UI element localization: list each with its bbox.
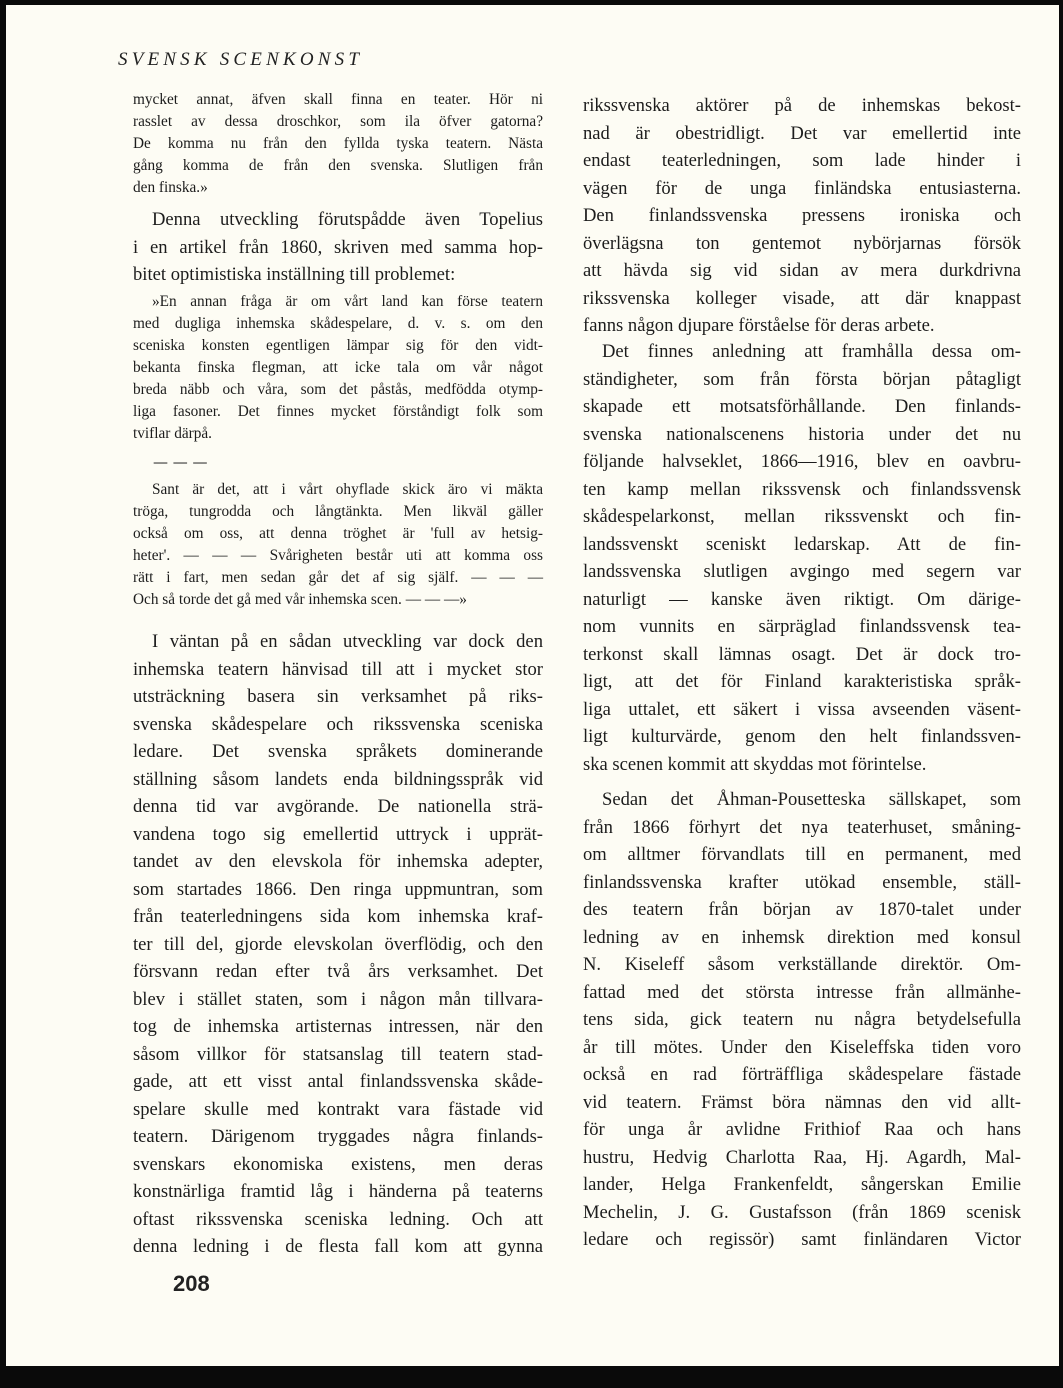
text-line: gång komma de från den svenska. Slutligen från xyxy=(133,157,543,174)
paragraph-continued xyxy=(583,92,1021,340)
text-line: i en artikel från 1860, skriven med samma hop- xyxy=(133,236,543,258)
quote-end-block xyxy=(133,89,543,199)
text-line: naturligt — kanske även riktigt. Om därige- xyxy=(583,588,1021,610)
paragraph-anledning xyxy=(583,338,1021,778)
text-line: fanns någon djupare förståelse för deras arbete. xyxy=(583,315,935,336)
book-page xyxy=(6,5,1059,1366)
text-line: försvann redan efter två års verksamhet. Det xyxy=(133,961,543,982)
text-line: ledare och regissör) samt finländaren Victor xyxy=(583,1229,1021,1250)
text-line: rikssvenska kolleger visade, att där knappast xyxy=(583,287,1021,309)
text-line: svenskars ekonomiska existens, men deras xyxy=(133,1153,543,1175)
text-line: överlägsna ton gentemot nybörjarnas försök xyxy=(583,232,1021,254)
text-line: vägen för de unga finländska entusiasterna. xyxy=(583,177,1021,199)
text-line: ska scenen kommit att skyddas mot förintelse. xyxy=(583,753,927,775)
text-line: terkonst skall lämnas osagt. Det är dock tro- xyxy=(583,643,1021,665)
text-line: lander, Helga Frankenfeldt, sångerskan Emilie xyxy=(583,1174,1021,1195)
text-line: ter till del, gjorde elevskolan överflödig, och den xyxy=(133,933,543,955)
text-line: om alltmer förvandlats till en permanent, med xyxy=(583,844,1021,865)
text-line: ställning såsom landets enda bildningsspråk vid xyxy=(133,768,543,790)
text-line: såsom villkor för statsanslag till teatern stad- xyxy=(133,1043,543,1065)
text-line: I väntan på en sådan utveckling var dock den xyxy=(152,631,543,652)
text-line: rikssvenska aktörer på de inhemskas bekost- xyxy=(583,95,1021,116)
text-line: tens sida, gick teatern nu några betydelsefulla xyxy=(583,1009,1021,1030)
text-line: tandet av den elevskola för inhemska adepter, xyxy=(133,851,543,872)
text-line: hustru, Hedvig Charlotta Raa, Hj. Agardh, Mal- xyxy=(583,1146,1021,1168)
text-line: följande halvseklet, 1866—1916, blev en oavbru- xyxy=(583,451,1021,472)
text-line: också om oss, att denna tröghet är 'full av hetsig- xyxy=(133,525,543,542)
text-line: blev i stället staten, som i någon mån tillvara- xyxy=(133,988,543,1010)
text-line: gade, att ett visst antal finlandssvenska skåde- xyxy=(133,1071,543,1092)
text-line: ledning av en inhemsk direktion med konsul xyxy=(583,926,1021,948)
text-line: landssvenskt sceniskt ledarskap. Att de fin- xyxy=(583,533,1021,555)
text-line: »En annan fråga är om vårt land kan förse teatern xyxy=(152,293,543,310)
text-line: som startades 1866. Den ringa uppmuntran, som xyxy=(133,878,543,900)
text-line: Sant är det, att i vårt ohyflade skick äro vi mäkta xyxy=(152,481,543,498)
text-line: nom vunnits en särpräglad finlandssvensk tea- xyxy=(583,616,1021,637)
text-line: ten kamp mellan rikssvensk och finlandssvensk xyxy=(583,478,1021,500)
text-line: med dugliga inhemska skådespelare, d. v. s. om den xyxy=(133,315,543,332)
text-line: ständigheter, som från första början påtagligt xyxy=(583,368,1021,390)
text-line: oftast rikssvenska sceniska ledning. Och att xyxy=(133,1208,543,1230)
text-line: nad är obestridligt. Det var emellertid inte xyxy=(583,122,1021,144)
text-line: finlandssvenska krafter utökad ensemble, ställ- xyxy=(583,871,1021,893)
text-line: ligt, att det för Finland karakteristiska språk- xyxy=(583,671,1021,692)
text-line: sceniska konsten egentligen lämpar sig för den vidt- xyxy=(133,337,543,354)
text-line: från teaterledningens sida kom inhemska kraf- xyxy=(133,906,543,927)
text-line: utsträckning basera sin verksamhet på riks- xyxy=(133,686,543,707)
text-line: liga uttalet, ett säkert i vissa avseenden väsent- xyxy=(583,698,1021,720)
text-line: bitet optimistiska inställning till problemet: xyxy=(133,264,456,285)
ellipsis-dashes: — — — xyxy=(153,453,208,471)
page-number: 208 xyxy=(173,1271,210,1296)
text-line: år till mötes. Under den Kiseleffska tiden voro xyxy=(583,1036,1021,1058)
text-line: heter'. — — — Svårigheten består uti att komma oss xyxy=(133,547,543,564)
text-line: Och så torde det gå med vår inhemska scen. — — —» xyxy=(133,591,467,608)
text-line: fattad med det största intresse från allmänhe- xyxy=(583,981,1021,1003)
text-line: tviflar därpå. xyxy=(133,425,212,442)
text-line: denna ledning i de flesta fall kom att gynna xyxy=(133,1236,543,1257)
quote-topelius-2 xyxy=(133,479,543,611)
text-line: endast teaterledningen, som lade hinder i xyxy=(583,150,1021,171)
text-line: mycket annat, äfven skall finna en teater. Hör ni xyxy=(133,91,543,108)
paragraph-vantan xyxy=(133,628,543,1261)
text-line: inhemska teatern hänvisad till att i mycket stor xyxy=(133,658,543,680)
text-line: svenska nationalscenens historia under det nu xyxy=(583,423,1021,445)
text-line: tröga, tungrodda och långtänkta. Men likväl gäller xyxy=(133,503,543,520)
text-line: Det finnes anledning att framhålla dessa om- xyxy=(602,341,1021,362)
text-line: rätt i fart, men sedan går det af sig själf. — — — xyxy=(133,569,543,586)
text-line: också en rad förträffliga skådespelare fästade xyxy=(583,1064,1021,1085)
text-line: rasslet av dessa droschkor, som ila öfver gatorna? xyxy=(133,113,543,130)
text-line: från 1866 förhyrt det nya teaterhuset, småning- xyxy=(583,816,1021,838)
text-line: skådespelarkonst, mellan rikssvenskt och fin- xyxy=(583,506,1021,527)
text-line: Sedan det Åhman-Pousetteska sällskapet, som xyxy=(602,789,1021,810)
text-line: denna tid var avgörande. De nationella strä- xyxy=(133,796,543,817)
text-line: vandena togo sig emellertid uttryck i upprät- xyxy=(133,823,543,845)
text-line: breda näbb och våra, som det påstås, medfödda otymp- xyxy=(133,381,543,398)
text-line: N. Kiseleff såsom verkställande direktör. Om- xyxy=(583,954,1021,975)
text-line: bekanta finska flegman, att icke tala om vår något xyxy=(133,359,543,376)
left-column xyxy=(133,89,543,1257)
text-line: des teatern från början av 1870-talet under xyxy=(583,899,1021,920)
paragraph-ahman xyxy=(583,786,1021,1254)
text-line: spelare skulle med kontrakt vara fästade vid xyxy=(133,1098,543,1120)
paragraph-topelius xyxy=(133,206,543,289)
text-line: Denna utveckling förutspådde även Topelius xyxy=(152,209,543,230)
text-line: svenska skådespelare och rikssvenska sceniska xyxy=(133,713,543,735)
text-line: vid teatern. Främst böra nämnas den vid allt- xyxy=(583,1091,1021,1113)
text-line: för unga år avlidne Frithiof Raa och hans xyxy=(583,1119,1021,1140)
right-column xyxy=(583,92,1021,1252)
text-line: liga fasoner. Det finnes mycket förståndigt folk som xyxy=(133,403,543,420)
text-line: Mechelin, J. G. Gustafsson (från 1869 scenisk xyxy=(583,1201,1021,1223)
running-head: SVENSK SCENKONST xyxy=(118,49,364,70)
text-line: De komma nu från den fyllda tyska teatern. Nästa xyxy=(133,135,543,152)
text-line: ligt kulturvärde, genom den helt finlandssven- xyxy=(583,726,1021,747)
text-line: Den finlandssvenska pressens ironiska och xyxy=(583,205,1021,226)
text-line: konstnärliga framtid låg i händerna på teaterns xyxy=(133,1181,543,1202)
text-line: tog de inhemska artisternas intressen, när den xyxy=(133,1016,543,1037)
text-line: teatern. Därigenom tryggades några finlands- xyxy=(133,1126,543,1147)
text-line: ledare. Det svenska språkets dominerande xyxy=(133,741,543,762)
text-line: den finska.» xyxy=(133,179,208,196)
text-line: landssvenska slutligen avgingo med segern var xyxy=(583,561,1021,582)
text-line: att hävda sig vid sidan av mera durkdrivna xyxy=(583,260,1021,281)
quote-topelius-1 xyxy=(133,291,543,445)
text-line: skapade ett motsatsförhållande. Den finlands- xyxy=(583,396,1021,417)
